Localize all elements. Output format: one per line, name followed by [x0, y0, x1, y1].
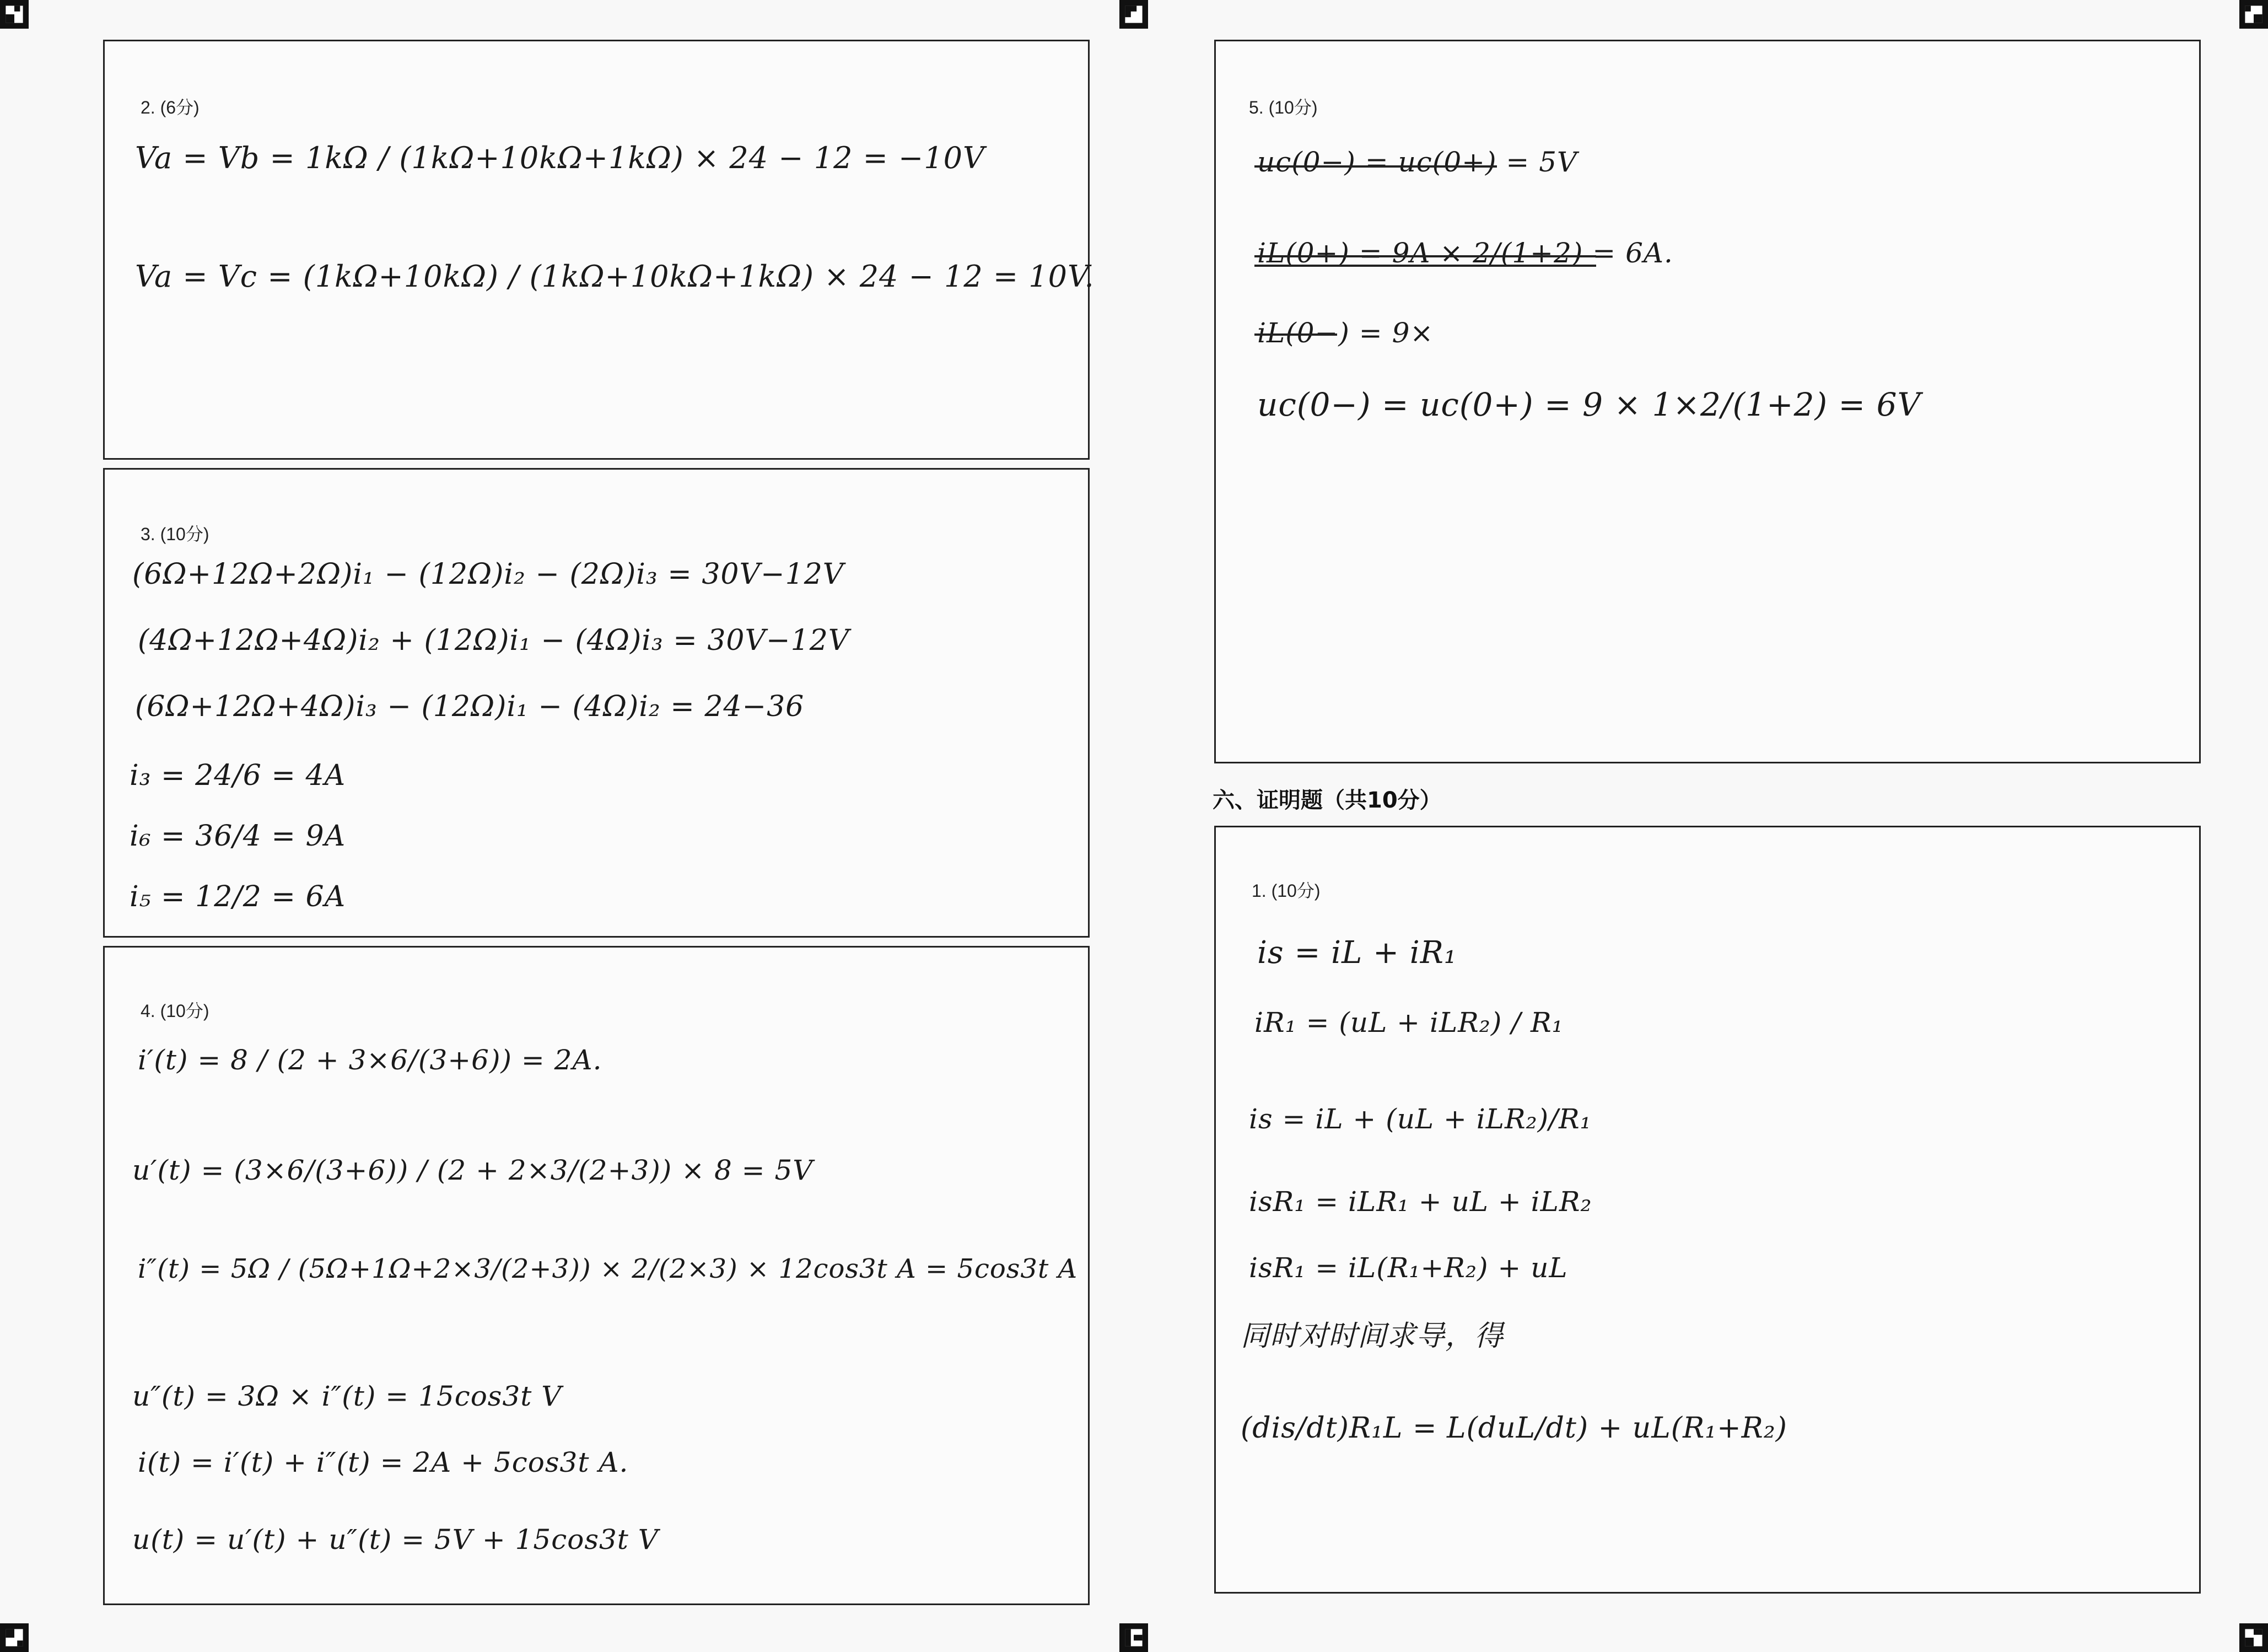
- handwritten-line: i″(t) = 5Ω / (5Ω+1Ω+2×3/(2+3)) × 2/(2×3) × 12cos3t A = 5cos3t A: [138, 1253, 1078, 1284]
- handwritten-line: uc(0−) = uc(0+) = 9 × 1×2/(1+2) = 6V: [1257, 386, 1921, 423]
- handwritten-line: is = iL + (uL + iLR₂)/R₁: [1249, 1103, 1592, 1135]
- answer-box-q2: [103, 40, 1095, 460]
- handwritten-line: i₆ = 36/4 = 9A: [130, 820, 346, 853]
- section-title: 六、证明题（共10分）: [1213, 788, 1442, 813]
- handwritten-line-crossed: iL(0−) = 9×: [1257, 317, 1434, 349]
- question-label: 4. (10分): [141, 1001, 209, 1021]
- handwritten-line: (dis/dt)R₁L = L(duL/dt) + uL(R₁+R₂): [1241, 1412, 1787, 1445]
- handwritten-line: iR₁ = (uL + iLR₂) / R₁: [1254, 1007, 1564, 1038]
- answer-box-q5: [1214, 40, 2201, 763]
- answer-box-proof-q1: [1214, 826, 2201, 1594]
- strikethrough-mark: [1254, 255, 1596, 257]
- corner-marker-bottom-center: [1119, 1623, 1148, 1652]
- question-label: 2. (6分): [141, 98, 200, 117]
- answer-box-q3: [103, 468, 1090, 938]
- question-label: 1. (10分): [1252, 881, 1321, 901]
- corner-marker-bottom-right: [2239, 1623, 2268, 1652]
- handwritten-line: u″(t) = 3Ω × i″(t) = 15cos3t V: [132, 1380, 562, 1412]
- handwritten-line: is = iL + iR₁: [1257, 935, 1457, 971]
- handwritten-line: 同时对时间求导，得: [1241, 1320, 1504, 1353]
- handwritten-line: u′(t) = (3×6/(3+6)) / (2 + 2×3/(2+3)) × 8 = 5V: [132, 1154, 814, 1186]
- handwritten-line: Va = Vb = 1kΩ / (1kΩ+10kΩ+1kΩ) × 24 − 12 = −10V: [135, 141, 985, 175]
- handwritten-line: i(t) = i′(t) + i″(t) = 2A + 5cos3t A.: [138, 1446, 629, 1478]
- handwritten-line: i′(t) = 8 / (2 + 3×6/(3+6)) = 2A.: [138, 1044, 602, 1076]
- strikethrough-mark: [1254, 165, 1497, 168]
- corner-marker-bottom-left: [0, 1623, 29, 1652]
- handwritten-line-crossed: uc(0−) = uc(0+) = 5V: [1257, 146, 1578, 178]
- corner-marker-top-right: [2239, 0, 2268, 29]
- handwritten-line: (4Ω+12Ω+4Ω)i₂ + (12Ω)i₁ − (4Ω)i₃ = 30V−12V: [138, 624, 850, 657]
- handwritten-line: (6Ω+12Ω+4Ω)i₃ − (12Ω)i₁ − (4Ω)i₂ = 24−36: [135, 690, 805, 723]
- strikethrough-mark: [1254, 265, 1596, 267]
- question-label: 5. (10分): [1249, 98, 1318, 117]
- handwritten-line: isR₁ = iLR₁ + uL + iLR₂: [1249, 1186, 1592, 1218]
- handwritten-line: Va = Vc = (1kΩ+10kΩ) / (1kΩ+10kΩ+1kΩ) × 24 − 12 = 10V.: [135, 259, 1095, 294]
- handwritten-line: isR₁ = iL(R₁+R₂) + uL: [1249, 1252, 1568, 1284]
- question-label: 3. (10分): [141, 524, 209, 544]
- corner-marker-top-left: [0, 0, 29, 29]
- handwritten-line: i₃ = 24/6 = 4A: [130, 759, 346, 792]
- strikethrough-mark: [1254, 333, 1337, 336]
- corner-marker-top-center: [1119, 0, 1148, 29]
- answer-box-q4: [103, 946, 1090, 1605]
- handwritten-line: (6Ω+12Ω+2Ω)i₁ − (12Ω)i₂ − (2Ω)i₃ = 30V−12V: [132, 558, 844, 591]
- handwritten-line: i₅ = 12/2 = 6A: [130, 880, 346, 913]
- handwritten-line-crossed: iL(0+) = 9A × 2/(1+2) = 6A.: [1257, 237, 1673, 269]
- handwritten-line: u(t) = u′(t) + u″(t) = 5V + 15cos3t V: [132, 1524, 659, 1556]
